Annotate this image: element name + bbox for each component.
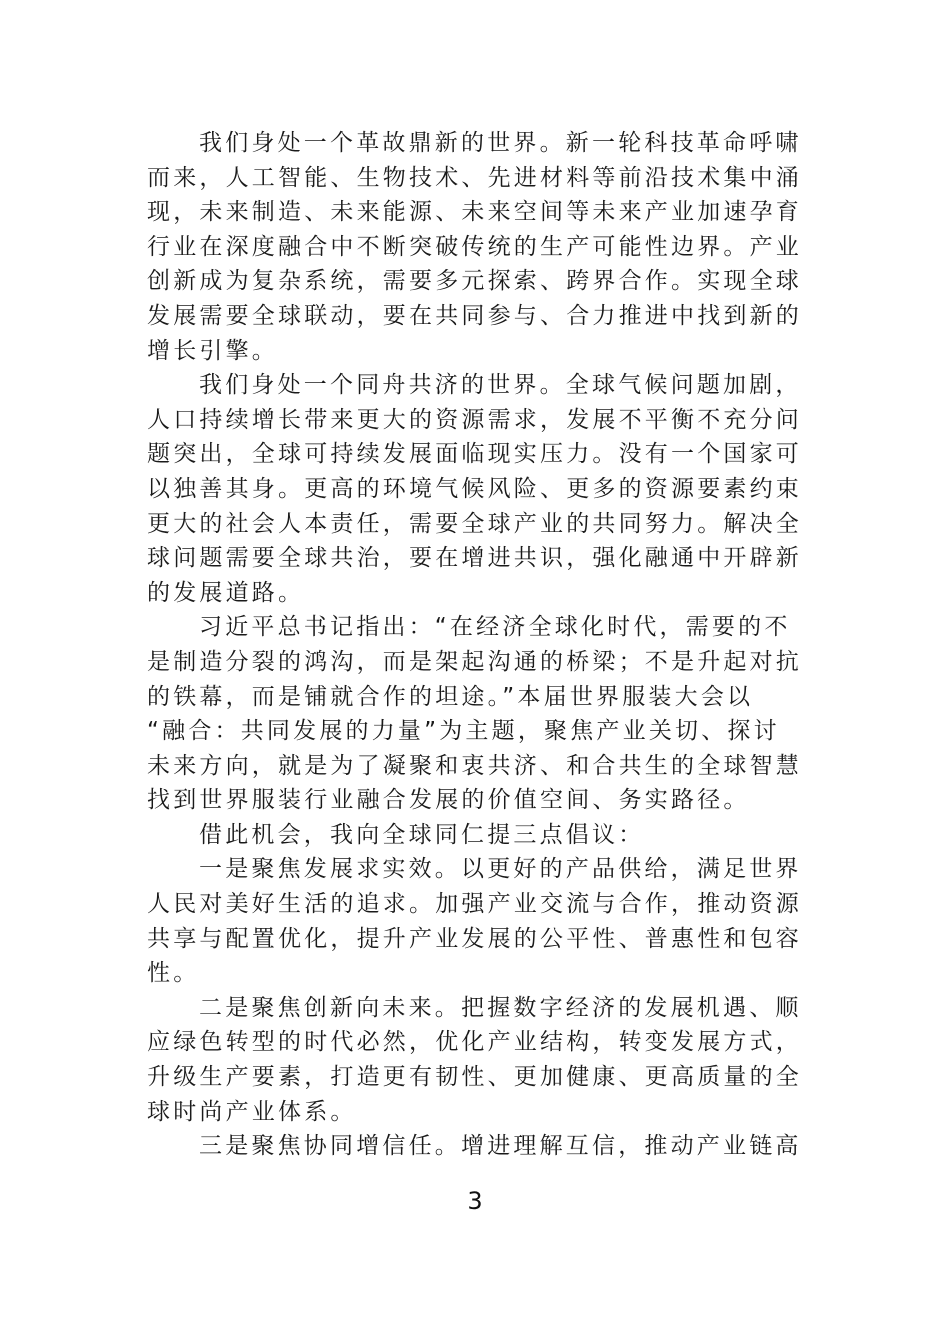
paragraph-7-line-1: 三是聚焦协同增信任。增进理解互信，推动产业链高 [199, 1133, 802, 1160]
paragraph-3-line-1: 习近平总书记指出：“在经济全球化时代，需要的不 [199, 614, 791, 641]
paragraph-2-line-7: 的发展道路。 [147, 579, 305, 606]
paragraph-6-line-1: 二是聚焦创新向未来。把握数字经济的发展机遇、顺 [199, 994, 802, 1021]
paragraph-6-line-2: 应绿色转型的时代必然，优化产业结构，转变发展方式， [147, 1029, 802, 1056]
paragraph-1-line-4: 行业在深度融合中不断突破传统的生产可能性边界。产业 [147, 233, 802, 260]
paragraph-2-line-4: 以独善其身。更高的环境气候风险、更多的资源要素约束 [147, 475, 802, 502]
paragraph-5-line-3: 共享与配置优化，提升产业发展的公平性、普惠性和包容 [147, 925, 802, 952]
paragraph-5-line-4: 性。 [147, 960, 200, 987]
paragraph-1-line-7: 增长引擎。 [147, 337, 278, 364]
paragraph-6-line-4: 球时尚产业体系。 [147, 1098, 357, 1125]
paragraph-6-line-3: 升级生产要素，打造更有韧性、更加健康、更高质量的全 [147, 1064, 802, 1091]
paragraph-1-line-6: 发展需要全球联动，要在共同参与、合力推进中找到新的 [147, 302, 802, 329]
paragraph-3-line-2: 是制造分裂的鸿沟，而是架起沟通的桥梁；不是升起对抗 [147, 648, 802, 675]
paragraph-2-line-6: 球问题需要全球共治，要在增进共识，强化融通中开辟新 [147, 545, 802, 572]
paragraph-2-line-3: 题突出，全球可持续发展面临现实压力。没有一个国家可 [147, 441, 802, 468]
paragraph-3-line-5: 未来方向，就是为了凝聚和衷共济、和合共生的全球智慧 [147, 752, 802, 779]
body-text [147, 126, 807, 1164]
paragraph-5-line-1: 一是聚焦发展求实效。以更好的产品供给，满足世界 [199, 856, 802, 883]
paragraph-1-line-1: 我们身处一个革故鼎新的世界。新一轮科技革命呼啸 [199, 130, 802, 156]
paragraph-1-line-5: 创新成为复杂系统，需要多元探索、跨界合作。实现全球 [147, 268, 802, 295]
paragraph-1-line-3: 现，未来制造、未来能源、未来空间等未来产业加速孕育 [147, 199, 802, 226]
paragraph-3-line-4: “融合：共同发展的力量”为主题，聚焦产业关切、探讨 [147, 718, 780, 745]
paragraph-3-line-3: 的铁幕，而是铺就合作的坦途。”本届世界服装大会以 [147, 683, 754, 710]
page-number: 3 [467, 1187, 483, 1215]
paragraph-4-line-1: 借此机会，我向全球同仁提三点倡议： [199, 821, 645, 848]
paragraph-3-line-6: 找到世界服装行业融合发展的价值空间、务实路径。 [147, 787, 750, 814]
paragraph-2-line-5: 更大的社会人本责任，需要全球产业的共同努力。解决全 [147, 510, 802, 537]
paragraph-2-line-1: 我们身处一个同舟共济的世界。全球气候问题加剧， [199, 372, 802, 399]
paragraph-2-line-2: 人口持续增长带来更大的资源需求，发展不平衡不充分问 [147, 406, 802, 433]
paragraph-1-line-2: 而来，人工智能、生物技术、先进材料等前沿技术集中涌 [147, 164, 802, 191]
paragraph-5-line-2: 人民对美好生活的追求。加强产业交流与合作，推动资源 [147, 891, 802, 918]
